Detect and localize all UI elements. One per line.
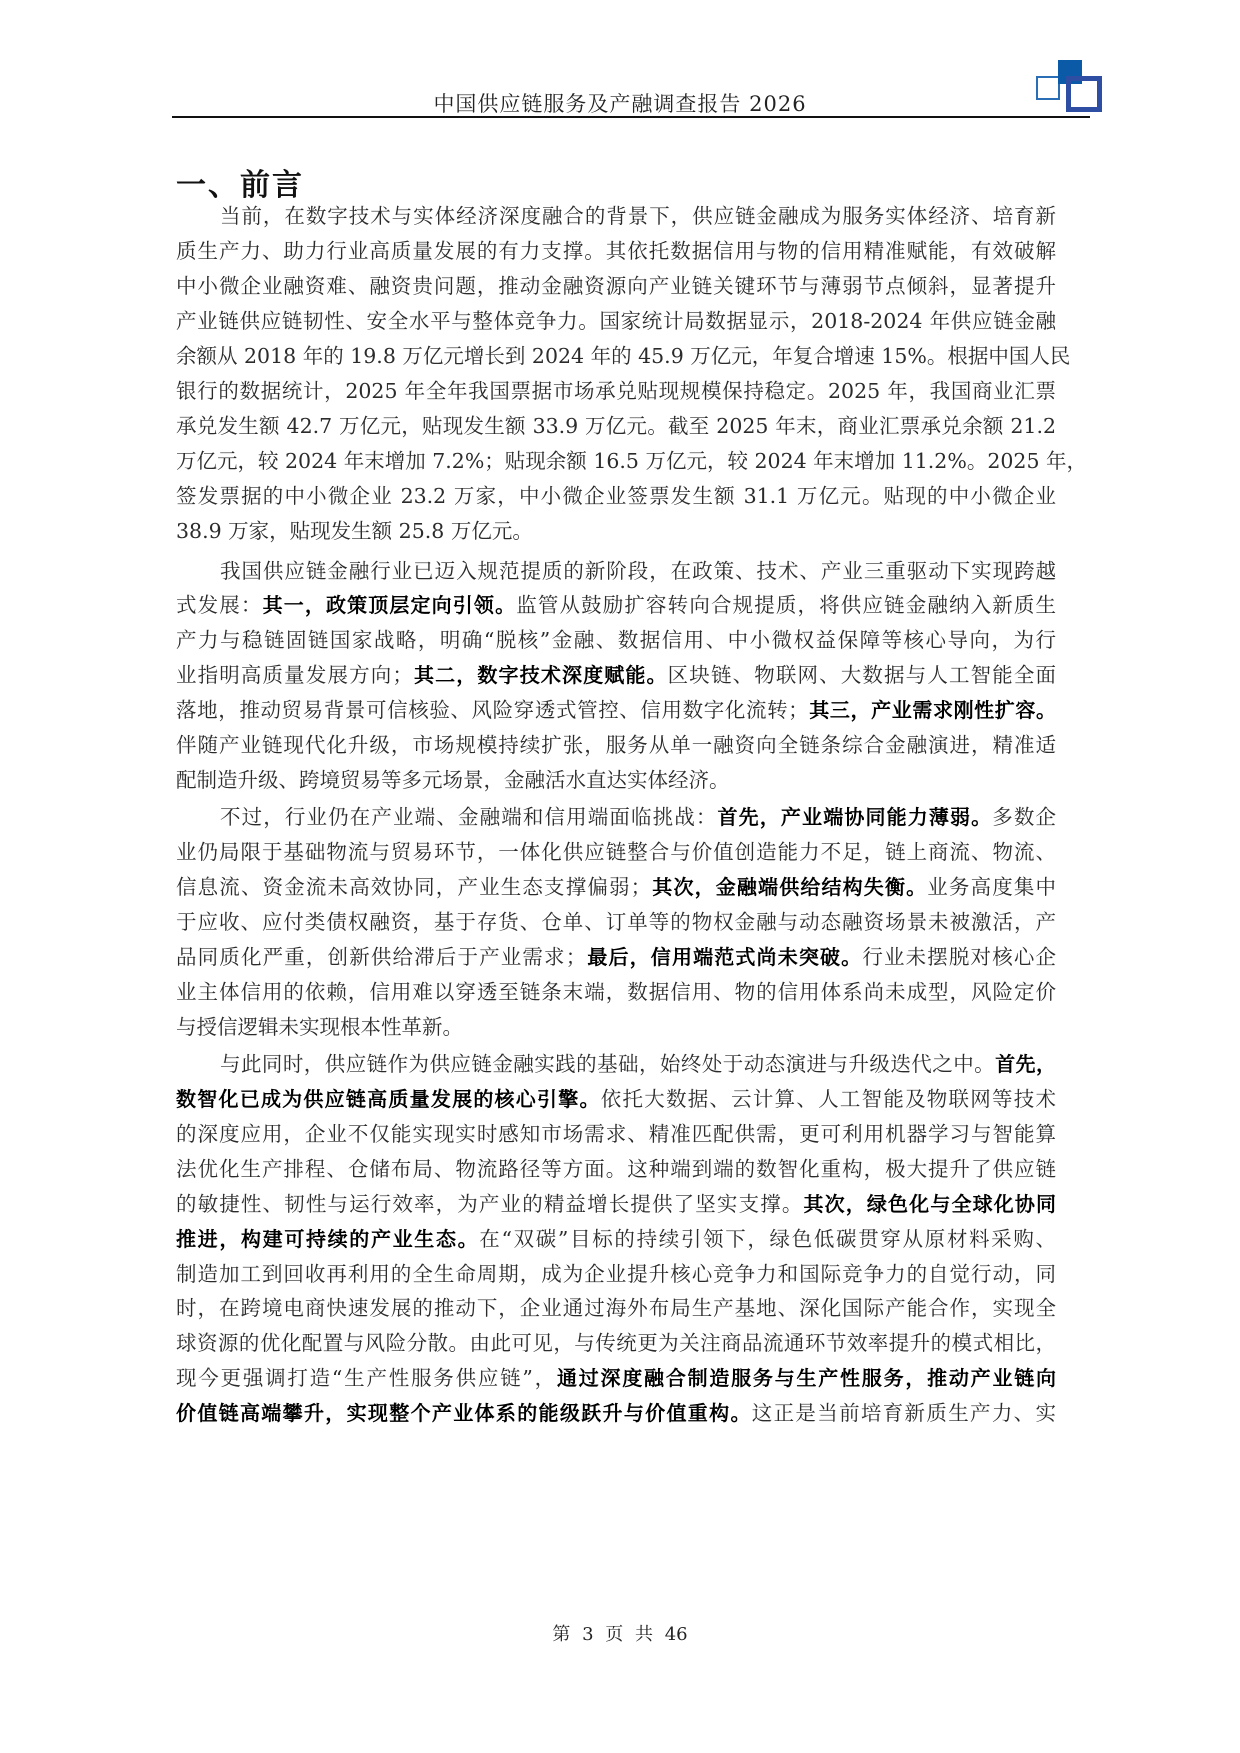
- text-line: [176, 339, 1071, 369]
- text-segment: 与授信逻辑未实现根本性革新。: [176, 1014, 463, 1039]
- text-segment: 产业链供应链韧性、安全水平与整体竞争力。国家统计局数据显示，2018-2024 年供应链金融: [176, 308, 1056, 333]
- text-line: [176, 728, 1056, 758]
- text-segment: 产力与稳链固链国家战略，明确“脱核”金融、数据信用、中小微权益保障等核心导向，为行: [176, 628, 1056, 653]
- text-segment: 制造加工到回收再利用的全生命周期，成为企业提升核心竞争力和国际竞争力的自觉行动，同: [176, 1261, 1056, 1286]
- text-segment: 区块链、物联网、大数据与人工智能全面: [667, 663, 1057, 688]
- header-divider: [172, 116, 1090, 118]
- text-segment: 法优化生产排程、仓储布局、物流路径等方面。这种端到端的数智化重构，极大提升了供应链: [176, 1156, 1056, 1181]
- text-segment: 业主体信用的依赖，信用难以穿透至链条末端，数据信用、物的信用体系尚未成型，风险定价: [176, 979, 1056, 1004]
- text-line: [176, 1291, 1056, 1321]
- text-segment: 承兑发生额 42.7 万亿元，贴现发生额 33.9 万亿元。截至 2025 年末，商业汇票承兑余额 21.2: [176, 413, 1056, 438]
- text-segment: 万亿元，较 2024 年末增加 7.2%；贴现余额 16.5 万亿元，较 2024 年末增加 11.2%。2025 年，: [176, 448, 1088, 473]
- text-line: [176, 444, 1088, 474]
- text-segment: 在“双碳”目标的持续引领下，绿色低碳贯穿从原材料采购、: [479, 1226, 1057, 1251]
- logo-small-square: [1036, 76, 1060, 100]
- text-line: [176, 1396, 1056, 1426]
- text-segment: 质生产力、助力行业高质量发展的有力支撑。其依托数据信用与物的信用精准赋能，有效破解: [176, 238, 1056, 263]
- bold-emphasis: 其次，金融端供给结构失衡。: [651, 875, 928, 900]
- text-line: [220, 800, 1056, 830]
- bold-emphasis: 最后，信用端范式尚未突破。: [586, 944, 863, 969]
- text-line: [220, 1047, 1056, 1077]
- text-segment: 不过，行业仍在产业端、金融端和信用端面临挑战：: [220, 805, 718, 830]
- logo-outline-square: [1066, 76, 1102, 112]
- text-line: [176, 940, 1056, 970]
- text-line: [176, 1326, 1056, 1356]
- text-line: [176, 1082, 1056, 1112]
- report-title: 中国供应链服务及产融调查报告 2026: [433, 92, 807, 116]
- section-heading: 一、前言: [176, 168, 304, 203]
- text-line: [176, 693, 1056, 723]
- text-line: [176, 658, 1056, 688]
- text-segment: 银行的数据统计，2025 年全年我国票据市场承兑贴现规模保持稳定。2025 年，我国商业汇票: [176, 378, 1056, 403]
- text-segment: 业指明高质量发展方向；: [176, 663, 413, 688]
- text-line: [176, 1257, 1056, 1287]
- text-segment: 信息流、资金流未高效协同，产业生态支撑偏弱；: [176, 875, 652, 900]
- bold-emphasis: 其三，产业需求刚性扩容。: [808, 698, 1057, 723]
- text-line: [176, 905, 1056, 935]
- text-segment: 球资源的优化配置与风险分散。由此可见，与传统更为关注商品流通环节效率提升的模式相比，: [176, 1331, 1056, 1356]
- bold-emphasis: 价值链高端攀升，实现整个产业体系的能级跃升与价值重构。: [176, 1401, 752, 1426]
- text-line: [176, 479, 1056, 509]
- text-line: [176, 234, 1056, 264]
- text-line: [176, 1152, 1056, 1182]
- text-segment: 依托大数据、云计算、人工智能及物联网等技术: [600, 1086, 1056, 1111]
- text-line: [220, 199, 1056, 229]
- text-segment: 中小微企业融资难、融资贵问题，推动金融资源向产业链关键环节与薄弱节点倾斜，显著提升: [176, 273, 1056, 298]
- bold-emphasis: 首先，产业端协同能力薄弱。: [717, 805, 993, 830]
- text-line: [176, 514, 1056, 544]
- text-segment: 品同质化严重，创新供给滞后于产业需求；: [176, 944, 587, 969]
- text-segment: 式发展：: [176, 593, 263, 618]
- text-line: [176, 1117, 1056, 1147]
- text-segment: 这正是当前培育新质生产力、实: [751, 1401, 1057, 1426]
- text-segment: 多数企: [992, 805, 1057, 830]
- text-line: [176, 1222, 1056, 1252]
- text-line: [176, 1187, 1056, 1217]
- text-segment: 业仍局限于基础物流与贸易环节，一体化供应链整合与价值创造能力不足，链上商流、物流、: [176, 840, 1056, 865]
- bold-emphasis: 其一，政策顶层定向引领。: [262, 593, 517, 618]
- text-segment: 的深度应用，企业不仅能实现实时感知市场需求、精准匹配供需，更可利用机器学习与智能算: [176, 1121, 1056, 1146]
- text-segment: 的敏捷性、韧性与运行效率，为产业的精益增长提供了坚实支撑。: [176, 1191, 804, 1216]
- text-segment: 落地，推动贸易背景可信核验、风险穿透式管控、信用数字化流转；: [176, 698, 809, 723]
- text-line: [176, 374, 1056, 404]
- bold-emphasis: 其次，绿色化与全球化协同: [803, 1191, 1057, 1216]
- bold-emphasis: 首先，: [995, 1051, 1057, 1076]
- text-segment: 配制造升级、跨境贸易等多元场景，金融活水直达实体经济。: [176, 768, 730, 793]
- text-line: [176, 1361, 1056, 1391]
- text-line: [176, 304, 1056, 334]
- text-segment: 伴随产业链现代化升级，市场规模持续扩张，服务从单一融资向全链条综合金融演进，精准适: [176, 733, 1056, 758]
- bold-emphasis: 推进，构建可持续的产业生态。: [176, 1226, 480, 1251]
- text-line: [176, 763, 1056, 793]
- text-segment: 签发票据的中小微企业 23.2 万家，中小微企业签票发生额 31.1 万亿元。贴现的中小微企业: [176, 483, 1056, 508]
- text-line: [176, 835, 1056, 865]
- text-segment: 与此同时，供应链作为供应链金融实践的基础，始终处于动态演进与升级迭代之中。: [220, 1051, 996, 1076]
- text-segment: 行业未摆脱对核心企: [862, 944, 1057, 969]
- text-line: [176, 588, 1056, 618]
- bold-emphasis: 其二，数字技术深度赋能。: [412, 663, 668, 688]
- text-line: [176, 409, 1056, 439]
- text-line: [176, 870, 1056, 900]
- text-line: [176, 1010, 1056, 1040]
- text-segment: 当前，在数字技术与实体经济深度融合的背景下，供应链金融成为服务实体经济、培育新: [220, 204, 1056, 228]
- text-segment: 时，在跨境电商快速发展的推动下，企业通过海外布局生产基地、深化国际产能合作，实现全: [176, 1296, 1056, 1321]
- text-line: [176, 269, 1056, 299]
- text-segment: 于应收、应付类债权融资，基于存货、仓单、订单等的物权金融与动态融资场景未被激活，产: [176, 910, 1056, 934]
- text-line: [220, 554, 1056, 584]
- text-line: [176, 975, 1056, 1005]
- text-segment: 现今更强调打造“生产性服务供应链”，: [176, 1366, 557, 1391]
- text-segment: 余额从 2018 年的 19.8 万亿元增长到 2024 年的 45.9 万亿元，年复合增速 15%。根据中国人民: [176, 343, 1071, 368]
- bold-emphasis: 通过深度融合制造服务与生产性服务，推动产业链向: [556, 1366, 1057, 1391]
- text-segment: 我国供应链金融行业已迈入规范提质的新阶段，在政策、技术、产业三重驱动下实现跨越: [220, 558, 1056, 583]
- text-segment: 38.9 万家，贴现发生额 25.8 万亿元。: [176, 518, 533, 543]
- text-line: [176, 623, 1056, 653]
- overlapping-squares-logo-icon: [1030, 58, 1100, 116]
- text-segment: 业务高度集中: [927, 875, 1057, 900]
- bold-emphasis: 数智化已成为供应链高质量发展的核心引擎。: [176, 1086, 601, 1111]
- page-number: 第 3 页 共 46: [552, 1624, 688, 1645]
- text-segment: 监管从鼓励扩容转向合规提质，将供应链金融纳入新质生: [516, 593, 1057, 618]
